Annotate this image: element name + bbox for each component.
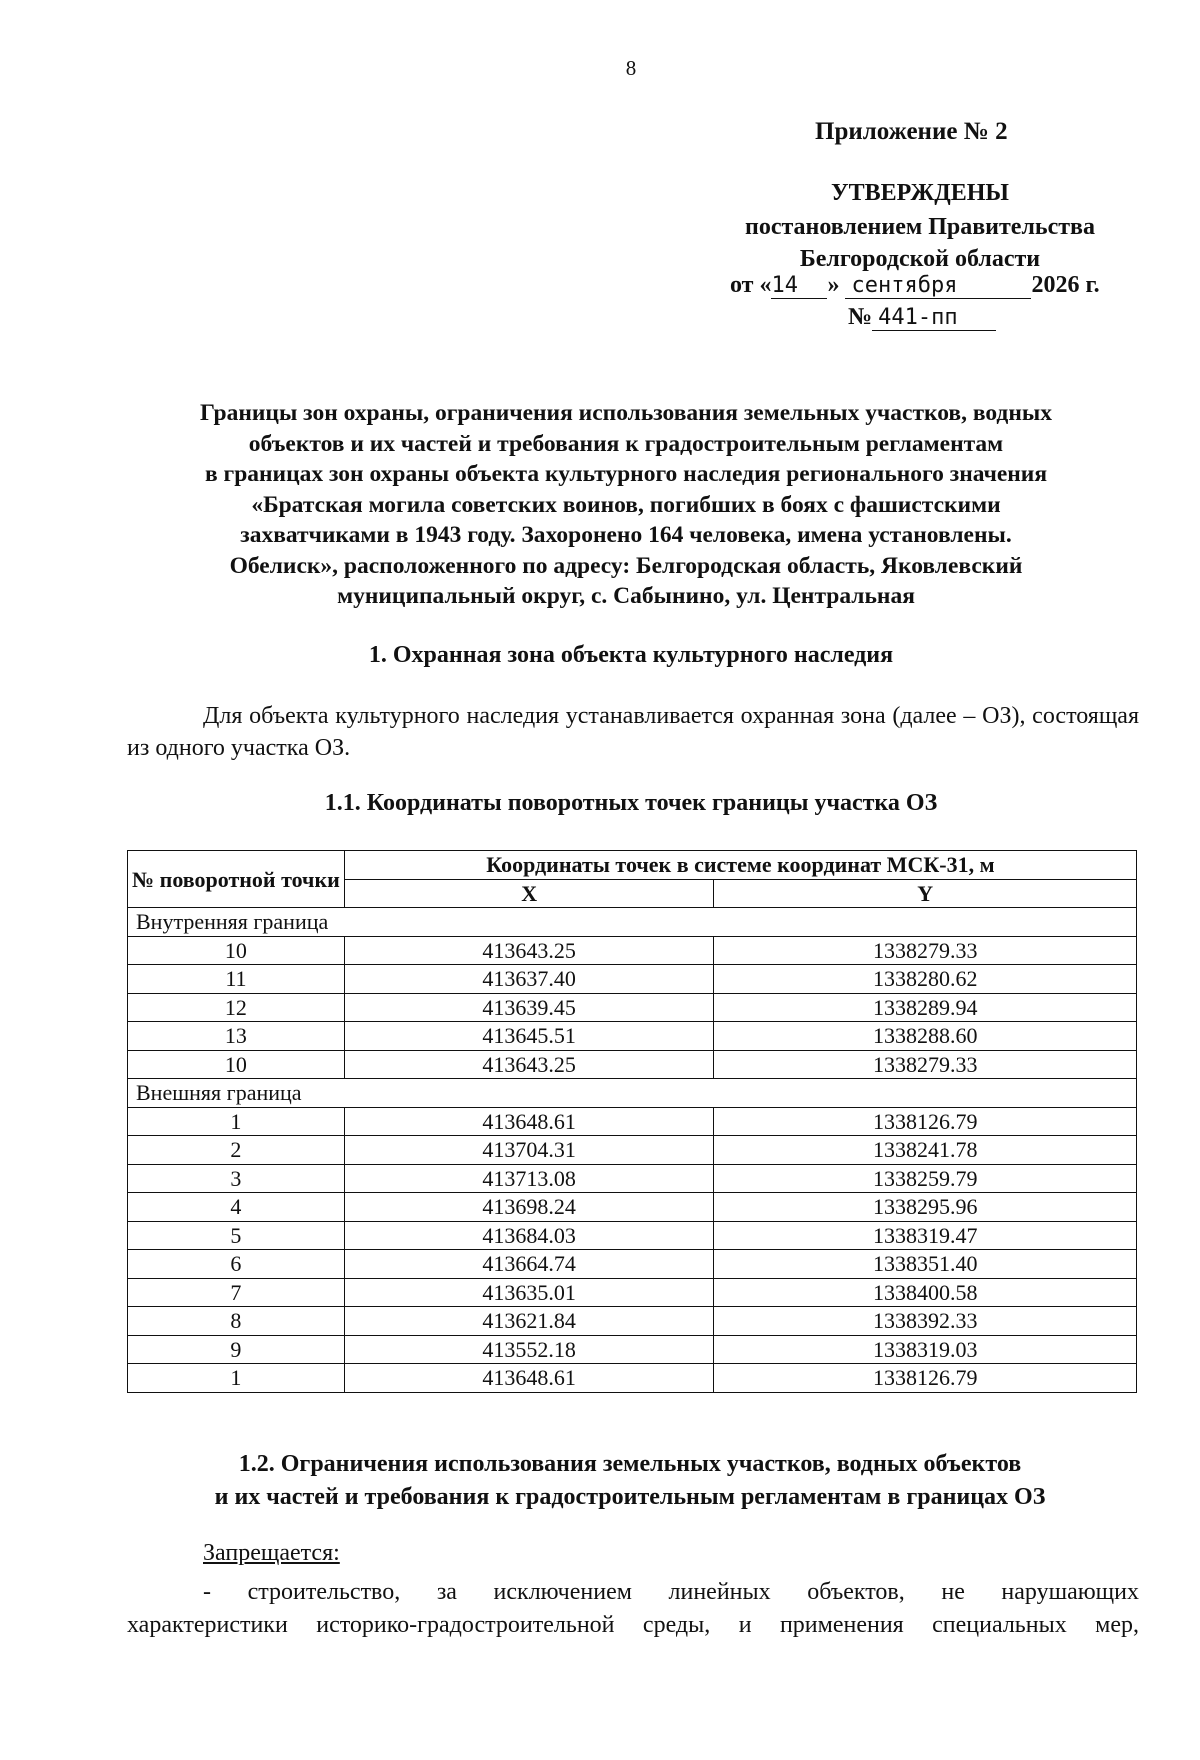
table-row bbox=[128, 1250, 1137, 1279]
date-mid: » bbox=[827, 272, 840, 298]
table-row bbox=[128, 1164, 1137, 1193]
table-row bbox=[128, 1278, 1137, 1307]
section-label-row: Внешняя граница bbox=[128, 1079, 1137, 1108]
table-row bbox=[128, 1193, 1137, 1222]
point-number-cell: 8 bbox=[128, 1307, 345, 1336]
title-line: объектов и их частей и требования к градостроительным регламентам bbox=[248, 430, 1004, 457]
x-coordinate-cell: 413643.25 bbox=[344, 1050, 714, 1079]
y-coordinate-cell: 1338295.96 bbox=[714, 1193, 1137, 1222]
point-number-cell: 3 bbox=[128, 1164, 345, 1193]
y-coordinate-cell: 1338126.79 bbox=[714, 1107, 1137, 1136]
y-coordinate-cell: 1338280.62 bbox=[714, 965, 1137, 994]
point-number-cell: 13 bbox=[128, 1022, 345, 1051]
appendix-label: Приложение № 2 bbox=[815, 118, 1008, 145]
point-number-cell: 4 bbox=[128, 1193, 345, 1222]
prohibition-item bbox=[127, 1576, 1139, 1609]
x-coordinate-cell: 413648.61 bbox=[344, 1107, 714, 1136]
page-number: 8 bbox=[625, 56, 637, 80]
title-line: «Братская могила советских воинов, погибших в боях с фашистскими bbox=[251, 491, 1001, 518]
title-line: Обелиск», расположенного по адресу: Белгородская область, Яковлевский bbox=[229, 552, 1023, 579]
table-row bbox=[128, 1050, 1137, 1079]
x-coordinate-cell: 413664.74 bbox=[344, 1250, 714, 1279]
x-coordinate-cell: 413552.18 bbox=[344, 1335, 714, 1364]
point-number-cell: 11 bbox=[128, 965, 345, 994]
date-year: 2026 г. bbox=[1031, 272, 1100, 298]
point-number-cell: 2 bbox=[128, 1136, 345, 1165]
point-number-cell: 10 bbox=[128, 1050, 345, 1079]
header-point-number: № поворотной точки bbox=[128, 851, 345, 908]
y-coordinate-cell: 1338319.47 bbox=[714, 1221, 1137, 1250]
title-line: муниципальный округ, с. Сабынино, ул. Центральная bbox=[337, 583, 915, 609]
y-coordinate-cell: 1338126.79 bbox=[714, 1364, 1137, 1393]
point-number-cell: 6 bbox=[128, 1250, 345, 1279]
y-coordinate-cell: 1338351.40 bbox=[714, 1250, 1137, 1279]
table-row bbox=[128, 1022, 1137, 1051]
x-coordinate-cell: 413637.40 bbox=[344, 965, 714, 994]
y-coordinate-cell: 1338241.78 bbox=[714, 1136, 1137, 1165]
x-coordinate-cell: 413645.51 bbox=[344, 1022, 714, 1051]
table-row bbox=[128, 1335, 1137, 1364]
paragraph-text: Для объекта культурного наследия устанавливается охранная зона (далее – ОЗ), состоящая из одного участка ОЗ. bbox=[127, 703, 1139, 761]
prohibited-label: Запрещается: bbox=[203, 1540, 340, 1566]
table-row bbox=[128, 1107, 1137, 1136]
point-number-cell: 10 bbox=[128, 936, 345, 965]
y-coordinate-cell: 1338288.60 bbox=[714, 1022, 1137, 1051]
header-y: Y bbox=[714, 879, 1137, 908]
section-1-1-heading: 1.1. Координаты поворотных точек границы участка ОЗ bbox=[324, 790, 938, 816]
x-coordinate-cell: 413621.84 bbox=[344, 1307, 714, 1336]
point-number-cell: 12 bbox=[128, 993, 345, 1022]
table-row bbox=[128, 1221, 1137, 1250]
header-x: X bbox=[344, 879, 714, 908]
section-1-2-heading bbox=[120, 1448, 1140, 1514]
point-number-cell: 9 bbox=[128, 1335, 345, 1364]
number-value: 441-пп bbox=[872, 305, 996, 331]
y-coordinate-cell: 1338259.79 bbox=[714, 1164, 1137, 1193]
x-coordinate-cell: 413635.01 bbox=[344, 1278, 714, 1307]
section-1-heading: 1. Охранная зона объекта культурного наследия bbox=[368, 642, 894, 668]
bullet-text: - строительство, за исключением линейных объектов, не нарушающих bbox=[203, 1579, 1139, 1605]
y-coordinate-cell: 1338289.94 bbox=[714, 993, 1137, 1022]
point-number-cell: 1 bbox=[128, 1364, 345, 1393]
approval-date bbox=[730, 272, 1100, 299]
document-title bbox=[120, 398, 1132, 612]
x-coordinate-cell: 413648.61 bbox=[344, 1364, 714, 1393]
table-row bbox=[128, 993, 1137, 1022]
table-row bbox=[128, 1307, 1137, 1336]
x-coordinate-cell: 413639.45 bbox=[344, 993, 714, 1022]
y-coordinate-cell: 1338319.03 bbox=[714, 1335, 1137, 1364]
section-label-row: Внутренняя граница bbox=[128, 908, 1137, 937]
date-day: 14 bbox=[771, 273, 827, 299]
y-coordinate-cell: 1338279.33 bbox=[714, 936, 1137, 965]
title-line: захватчиками в 1943 году. Захоронено 164 человека, имена установлены. bbox=[240, 522, 1012, 548]
x-coordinate-cell: 413643.25 bbox=[344, 936, 714, 965]
prohibition-item-continued: характеристики историко-градостроительной среды, и применения специальных мер, bbox=[127, 1612, 1139, 1638]
header-coordinates: Координаты точек в системе координат МСК-31, м bbox=[344, 851, 1136, 880]
point-number-cell: 5 bbox=[128, 1221, 345, 1250]
approval-by: постановлением Правительства bbox=[744, 214, 1095, 240]
heading-line: и их частей и требования к градостроительным регламентам в границах ОЗ bbox=[214, 1484, 1046, 1510]
approval-number bbox=[848, 304, 996, 331]
point-number-cell: 1 bbox=[128, 1107, 345, 1136]
x-coordinate-cell: 413684.03 bbox=[344, 1221, 714, 1250]
title-line: Границы зон охраны, ограничения использования земельных участков, водных bbox=[200, 400, 1052, 426]
table-row bbox=[128, 1136, 1137, 1165]
table-row bbox=[128, 1364, 1137, 1393]
heading-line: 1.2. Ограничения использования земельных участков, водных объектов bbox=[238, 1451, 1022, 1477]
date-prefix: от « bbox=[730, 272, 772, 298]
section-1-paragraph bbox=[127, 700, 1139, 764]
date-month: сентября bbox=[845, 273, 1031, 299]
y-coordinate-cell: 1338392.33 bbox=[714, 1307, 1137, 1336]
x-coordinate-cell: 413713.08 bbox=[344, 1164, 714, 1193]
point-number-cell: 7 bbox=[128, 1278, 345, 1307]
x-coordinate-cell: 413698.24 bbox=[344, 1193, 714, 1222]
y-coordinate-cell: 1338279.33 bbox=[714, 1050, 1137, 1079]
table-row bbox=[128, 965, 1137, 994]
approval-title: УТВЕРЖДЕНЫ bbox=[831, 180, 1009, 206]
table-row bbox=[128, 936, 1137, 965]
number-prefix: № bbox=[848, 304, 873, 330]
coordinates-table bbox=[127, 850, 1137, 1393]
title-line: в границах зон охраны объекта культурного наследия регионального значения bbox=[204, 461, 1048, 487]
x-coordinate-cell: 413704.31 bbox=[344, 1136, 714, 1165]
approval-region: Белгородской области bbox=[799, 246, 1041, 272]
y-coordinate-cell: 1338400.58 bbox=[714, 1278, 1137, 1307]
